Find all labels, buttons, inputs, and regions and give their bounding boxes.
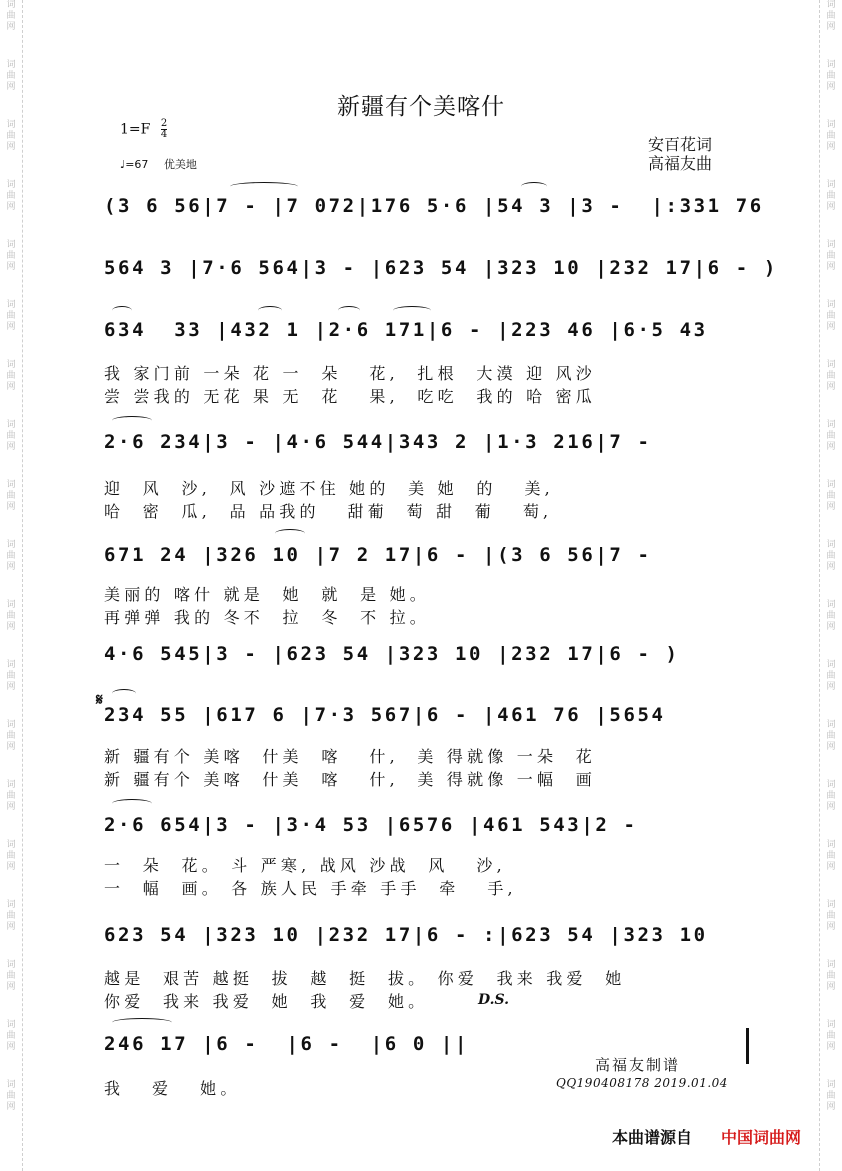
watermark-text: 词 曲 网	[826, 600, 836, 632]
watermark-text: 词 曲 网	[826, 60, 836, 92]
watermark-text: 词 曲 网	[6, 60, 16, 92]
tie-arc	[393, 306, 431, 315]
tie-arc	[521, 182, 547, 191]
tie-arc	[112, 1018, 172, 1027]
watermark-text: 词 曲 网	[826, 180, 836, 212]
watermark-text: 词 曲 网	[6, 360, 16, 392]
watermark-text: 词 曲 网	[6, 180, 16, 212]
lyrics-chorus-line-c2: 你爱 我来 我爱 她 我 爱 她。	[104, 992, 429, 1011]
watermark-text: 词 曲 网	[6, 840, 16, 872]
lyrics-verse-1-line-a: 我 家门前 一朵 花 一 朵 花, 扎根 大漠 迎 风沙	[104, 364, 596, 383]
watermark-text: 词 曲 网	[826, 900, 836, 932]
watermark-text: 词 曲 网	[6, 240, 16, 272]
right-watermark-strip	[819, 0, 842, 1171]
lyrics-chorus-line-a2: 新 疆有个 美喀 什美 喀 什, 美 得就像 一幅 画	[104, 770, 596, 789]
tie-arc	[258, 306, 282, 315]
key-label: 1=F	[120, 121, 151, 138]
tempo-marking	[120, 156, 197, 172]
watermark-text: 词 曲 网	[826, 840, 836, 872]
watermark-text: 词 曲 网	[6, 300, 16, 332]
expression-marking: 优美地	[163, 158, 197, 171]
credits	[648, 135, 712, 173]
final-barline	[746, 1028, 749, 1064]
tie-arc	[230, 182, 298, 191]
lyrics-verse-1-line-b: 迎 风 沙, 风 沙遮不住 她的 美 她 的 美,	[104, 479, 554, 498]
watermark-text: 词 曲 网	[826, 660, 836, 692]
watermark-text: 词 曲 网	[6, 960, 16, 992]
tie-arc	[338, 306, 360, 315]
source-label: 本曲谱源自	[612, 1128, 693, 1147]
watermark-text: 词 曲 网	[826, 960, 836, 992]
watermark-text: 词 曲 网	[6, 900, 16, 932]
lyrics-chorus-line-b1: 一 朵 花。 斗 严寒, 战风 沙战 风 沙,	[104, 856, 506, 875]
notation-system-8: 2·6 654|3 - |3·4 53 |6576 |461 543|2 -	[104, 814, 638, 836]
watermark-text: 词 曲 网	[6, 0, 16, 32]
watermark-text: 词 曲 网	[826, 540, 836, 572]
ds-marking: D.S.	[478, 992, 510, 1008]
lyrics-verse-2-line-a: 尝 尝我的 无花 果 无 花 果, 吃吃 我的 哈 密瓜	[104, 387, 596, 406]
watermark-text: 词 曲 网	[6, 480, 16, 512]
watermark-text: 词 曲 网	[826, 360, 836, 392]
lyrics-ending: 我 爱 她。	[104, 1079, 241, 1098]
notation-system-10: 246 17 |6 - |6 - |6 0 ||	[104, 1033, 470, 1055]
notation-system-4: 2·6 234|3 - |4·6 544|343 2 |1·3 216|7 -	[104, 431, 652, 453]
watermark-text: 词 曲 网	[6, 1080, 16, 1112]
watermark-text: 词 曲 网	[6, 1020, 16, 1052]
arranger-credit: 高福友制谱	[595, 1056, 681, 1074]
watermark-text: 词 曲 网	[826, 780, 836, 812]
watermark-text: 词 曲 网	[6, 780, 16, 812]
tie-arc	[275, 529, 305, 538]
watermark-text: 词 曲 网	[6, 540, 16, 572]
watermark-text: 词 曲 网	[826, 120, 836, 152]
lyrics-verse-1-line-c: 美丽的 喀什 就是 她 就 是 她。	[104, 585, 430, 604]
watermark-text: 词 曲 网	[826, 300, 836, 332]
notation-system-7: 234 55 |617 6 |7·3 567|6 - |461 76 |5654	[104, 704, 666, 726]
notation-system-9: 623 54 |323 10 |232 17|6 - :|623 54 |323 10	[104, 924, 708, 946]
lyricist: 安百花词	[648, 135, 713, 154]
watermark-text: 词 曲 网	[6, 120, 16, 152]
notation-system-2: 564 3 |7·6 564|3 - |623 54 |323 10 |232 17|6 - )	[104, 257, 778, 279]
tie-arc	[112, 689, 136, 698]
notation-system-5: 671 24 |326 10 |7 2 17|6 - |(3 6 56|7 -	[104, 544, 652, 566]
time-signature	[161, 119, 167, 140]
composer: 高福友曲	[648, 154, 713, 173]
notation-system-6: 4·6 545|3 - |623 54 |323 10 |232 17|6 - )	[104, 643, 680, 665]
watermark-text: 词 曲 网	[826, 240, 836, 272]
key-signature	[120, 119, 167, 140]
lyrics-chorus-line-b2: 一 幅 画。 各 族人民 手牵 手手 牵 手,	[104, 879, 517, 898]
watermark-text: 词 曲 网	[826, 420, 836, 452]
source-site-link[interactable]: 中国词曲网	[721, 1128, 802, 1147]
watermark-text: 词 曲 网	[826, 1020, 836, 1052]
qq-date-stamp: QQ190408178 2019.01.04	[556, 1076, 728, 1090]
lyrics-chorus-line-c1: 越是 艰苦 越挺 拔 越 挺 拔。 你爱 我来 我爱 她	[104, 969, 626, 988]
notation-system-1: (3 6 56|7 - |7 072|176 5·6 |54 3 |3 - |:331 76	[104, 195, 764, 217]
lyrics-chorus-line-a1: 新 疆有个 美喀 什美 喀 什, 美 得就像 一朵 花	[104, 747, 596, 766]
tempo-value: ♩=67	[120, 158, 149, 171]
watermark-text: 词 曲 网	[826, 480, 836, 512]
notation-system-3: 634 33 |432 1 |2·6 171|6 - |223 46 |6·5 43	[104, 319, 708, 341]
watermark-text: 词 曲 网	[6, 720, 16, 752]
segno-sign: 𝄋	[96, 690, 103, 709]
watermark-text: 词 曲 网	[6, 600, 16, 632]
tie-arc	[112, 416, 152, 425]
time-signature-bottom: 4	[160, 129, 168, 140]
time-signature-top: 2	[160, 118, 168, 129]
watermark-text: 词 曲 网	[826, 1080, 836, 1112]
watermark-text: 词 曲 网	[6, 660, 16, 692]
left-watermark-strip	[0, 0, 23, 1171]
song-title: 新疆有个美喀什	[337, 94, 505, 120]
tie-arc	[112, 799, 152, 808]
watermark-text: 词 曲 网	[6, 420, 16, 452]
tie-arc	[112, 306, 132, 315]
lyrics-verse-2-line-b: 哈 密 瓜, 品 品我的 甜葡 萄 甜 葡 萄,	[104, 502, 553, 521]
watermark-text: 词 曲 网	[826, 720, 836, 752]
watermark-text: 词 曲 网	[826, 0, 836, 32]
lyrics-verse-2-line-c: 再弹弹 我的 冬不 拉 冬 不 拉。	[104, 608, 430, 627]
